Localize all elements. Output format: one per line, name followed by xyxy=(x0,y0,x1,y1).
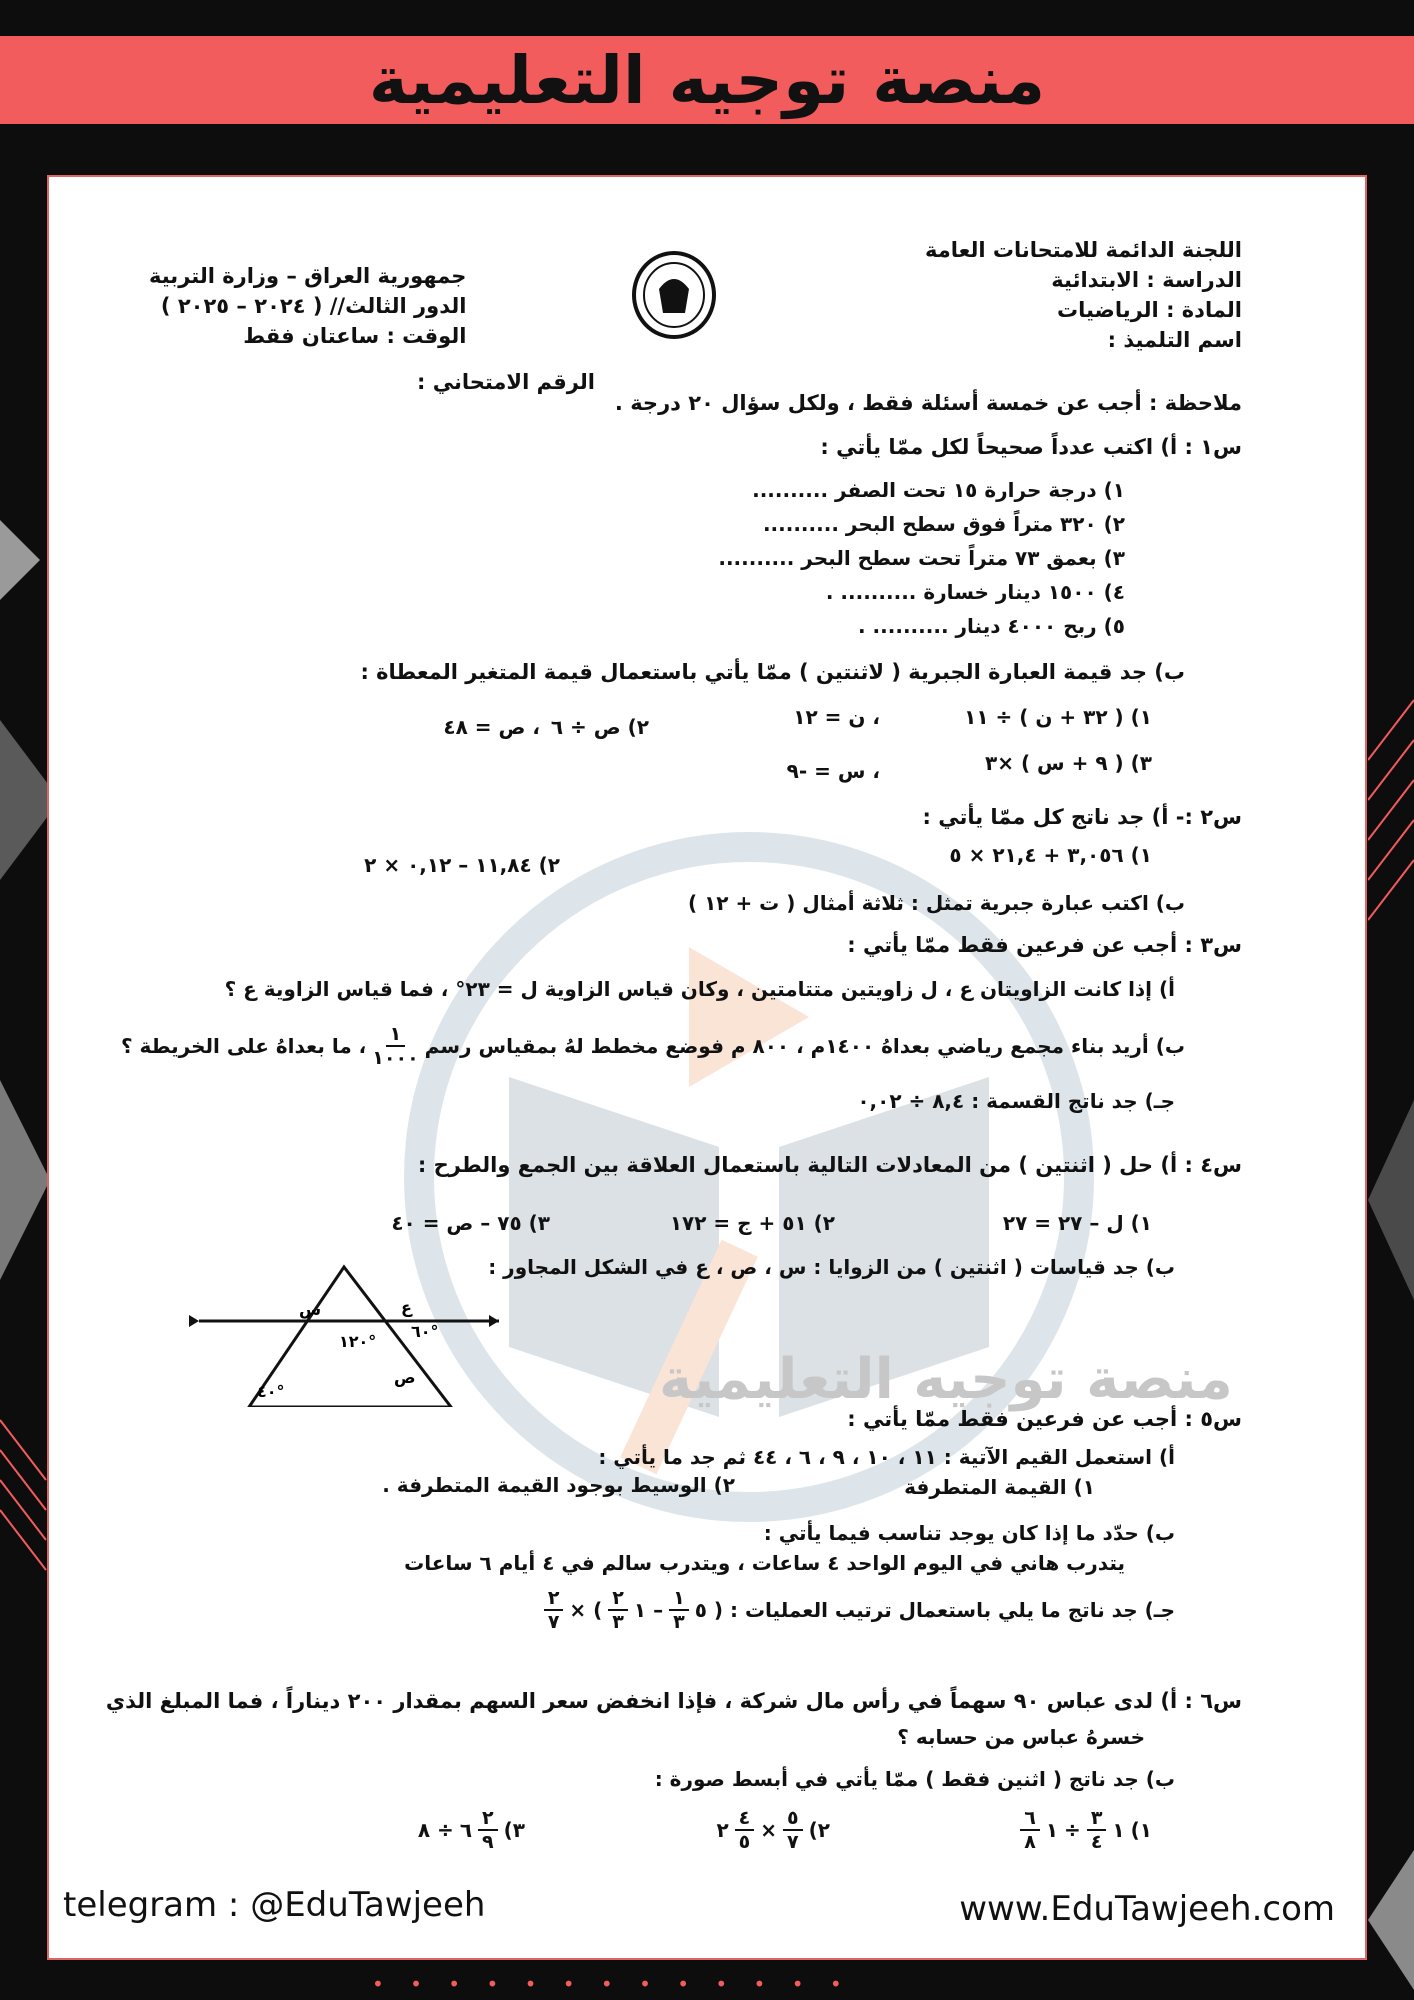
q5-title: س٥ : أجب عن فرعين فقط ممّا يأتي : xyxy=(847,1407,1242,1431)
fig-label-s: س xyxy=(299,1300,322,1319)
fraction-numerator: ٥ xyxy=(783,1807,803,1831)
whole-number: ٢ xyxy=(716,1818,729,1842)
fraction-denominator: ٧ xyxy=(787,1831,799,1853)
q3-c: جـ) جد ناتج القسمة : ٨,٤ ÷ ٠,٠٢ xyxy=(857,1089,1175,1113)
q5-a1: ١) القيمة المتطرفة xyxy=(904,1475,1095,1499)
q3-b-scale-fraction xyxy=(372,1023,418,1069)
fraction-denominator: ١٠٠٠ xyxy=(372,1047,419,1069)
q1-b1-var: ، ن = ١٢ xyxy=(793,705,880,729)
fraction-numerator: ٢ xyxy=(544,1587,564,1611)
right-decoration xyxy=(1368,600,1414,2000)
q4-b: ب) جد قياسات ( اثنتين ) من الزوايا : س ، ص ، ع في الشكل المجاور : xyxy=(488,1255,1175,1279)
q6-b2-label: ٢) xyxy=(808,1818,830,1842)
header-right xyxy=(925,235,1242,355)
q2-a1: ١) ٣,٠٥٦ + ٢١,٤ × ٥ xyxy=(949,843,1152,867)
q1-b-title: ب) جد قيمة العبارة الجبرية ( لاثنتين ) ممّا يأتي باستعمال قيمة المتغير المعطاة : xyxy=(360,660,1185,684)
q5-c-fraction-2 xyxy=(608,1587,628,1633)
q1-b2-var: ، ص = ٤٨ xyxy=(443,715,540,739)
q6-a: س٦ : أ) لدى عباس ٩٠ سهماً في رأس مال شركة ، فإذا انخفض سعر السهم بمقدار ٢٠٠ ديناراً ، فما المبلغ الذي xyxy=(105,1689,1242,1713)
q1-b1: ١) ( ٣٢ + ن ) ÷ ١١ xyxy=(964,705,1152,729)
q3-a: أ) إذا كانت الزاويتان ع ، ل زاويتين متتامتين ، وكان قياس الزاوية ل = ٢٣° ، فما قياس الزاوية ع ؟ xyxy=(224,977,1175,1001)
operator: ÷ xyxy=(1064,1818,1081,1842)
whole-number: ١ xyxy=(1045,1818,1059,1842)
q1-item-4: ٤) ١٥٠٠ دينار خسارة .......... . xyxy=(825,580,1125,604)
q1-item-3: ٣) بعمق ٧٣ متراً تحت سطح البحر .......... xyxy=(718,546,1125,570)
q5-b-text: يتدرب هاني في اليوم الواحد ٤ ساعات ، ويتدرب سالم في ٤ أيام ٦ ساعات xyxy=(404,1551,1125,1575)
fraction-numerator: ٣ xyxy=(1087,1807,1107,1831)
student-name-line: اسم التلميذ : xyxy=(1107,328,1242,352)
q4-a1: ١) ل – ٢٧ = ٢٧ xyxy=(1002,1211,1152,1235)
q4-a2: ٢) ٥١ + ج = ١٧٢ xyxy=(669,1211,835,1235)
q6-b1-fraction-1 xyxy=(1087,1807,1107,1853)
header-left xyxy=(149,261,466,351)
banner-title: منصة توجيه التعليمية xyxy=(368,41,1046,119)
q1-items xyxy=(718,473,1125,643)
q5-a: أ) استعمل القيم الآتية : ١١ ، ١٠ ، ٩ ، ٦ ، ٤٤ ثم جد ما يأتي : xyxy=(598,1445,1175,1469)
q4-title: س٤ : أ) حل ( اثنتين ) من المعادلات التالية باستعمال العلاقة بين الجمع والطرح : xyxy=(417,1153,1242,1177)
operator: ÷ ٨ xyxy=(417,1818,454,1842)
exam-number-label: الرقم الامتحاني : xyxy=(417,370,595,394)
q6-a-cont: خسرهُ عباس من حسابه ؟ xyxy=(897,1725,1145,1749)
fraction-numerator: ٦ xyxy=(1020,1807,1040,1831)
telegram-handle[interactable]: telegram : @EduTawjeeh xyxy=(63,1885,486,1925)
q3-b xyxy=(121,1023,1185,1069)
q6-b3-label: ٣) xyxy=(503,1818,525,1842)
q5-a2: ٢) الوسيط بوجود القيمة المتطرفة . xyxy=(382,1473,735,1497)
fig-label-40: ٤٠° xyxy=(257,1382,285,1401)
q5-b-title: ب) حدّد ما إذا كان يوجد تناسب فيما يأتي : xyxy=(763,1521,1175,1545)
q1-item-1: ١) درجة حرارة ١٥ تحت الصفر .......... xyxy=(752,478,1125,502)
q6-b2-fraction-1 xyxy=(783,1807,803,1853)
q5-c-minus: – ١ xyxy=(633,1598,664,1622)
q5-c-fraction-3 xyxy=(544,1587,564,1633)
whole-number: ٦ xyxy=(459,1818,473,1842)
fraction-denominator: ٤ xyxy=(1090,1831,1103,1853)
fraction-denominator: ٣ xyxy=(612,1611,624,1633)
committee-line: اللجنة الدائمة للامتحانات العامة xyxy=(925,238,1242,262)
fig-label-120: ١٢٠° xyxy=(339,1332,377,1351)
republic-line: جمهورية العراق – وزارة التربية xyxy=(149,264,467,288)
q5-c xyxy=(544,1587,1175,1633)
q5-c-close: ) × xyxy=(569,1598,603,1622)
q6-b3 xyxy=(418,1807,525,1853)
fig-label-60: ٦٠° xyxy=(411,1322,439,1341)
fig-label-ain: ع xyxy=(401,1298,412,1317)
angles-figure xyxy=(189,1257,509,1407)
time-line: الوقت : ساعتان فقط xyxy=(243,324,467,348)
subject-line: المادة : الرياضيات xyxy=(1056,298,1242,322)
q6-b1-fraction-2 xyxy=(1020,1807,1040,1853)
q6-b-title: ب) جد ناتج ( اثنين فقط ) ممّا يأتي في أبسط صورة : xyxy=(654,1767,1175,1791)
fraction-denominator: ٧ xyxy=(547,1611,560,1633)
whole-number: ١ xyxy=(1112,1818,1125,1842)
fraction-denominator: ٩ xyxy=(482,1831,494,1853)
watermark-text: منصة توجيه التعليمية xyxy=(659,1347,1233,1412)
iraq-emblem-icon xyxy=(629,249,719,341)
q1-b3: ٣) ( ٩ + س ) ×٣ xyxy=(985,751,1152,775)
operator: × xyxy=(760,1818,778,1842)
q6-b2 xyxy=(716,1807,830,1853)
q6-b1-label: ١) xyxy=(1130,1818,1152,1842)
q3-title: س٣ : أجب عن فرعين فقط ممّا يأتي : xyxy=(847,933,1242,957)
decorative-dots: • • • • • • • • • • • • • xyxy=(372,1972,852,1996)
fig-label-sad: ص xyxy=(394,1368,416,1387)
q2-title: س٢ :- أ) جد ناتج كل ممّا يأتي : xyxy=(922,805,1242,829)
q1-b3-var: ، س = -٩ xyxy=(786,759,880,783)
study-line: الدراسة : الابتدائية xyxy=(1051,268,1242,292)
q6-b2-fraction-2 xyxy=(735,1807,755,1853)
q1-b2: ٢) ص ÷ ٦ xyxy=(550,715,649,739)
exam-paper xyxy=(47,175,1367,1960)
fraction-numerator: ١ xyxy=(669,1587,689,1611)
fraction-numerator: ٢ xyxy=(478,1807,498,1831)
fraction-denominator: ٣ xyxy=(673,1611,685,1633)
q3-b-text: ب) أريد بناء مجمع رياضي بعداهُ ١٤٠٠م ، ٨٠٠ م فوضع مخطط لهُ بمقياس رسم xyxy=(424,1034,1185,1058)
q5-c-fraction-1 xyxy=(669,1587,689,1633)
fraction-numerator: ٢ xyxy=(608,1587,628,1611)
fraction-denominator: ٥ xyxy=(738,1831,751,1853)
q4-a3: ٣) ٧٥ – ص = ٤٠ xyxy=(391,1211,550,1235)
note: ملاحظة : أجب عن خمسة أسئلة فقط ، ولكل سؤال ٢٠ درجة . xyxy=(614,391,1242,415)
q2-b: ب) اكتب عبارة جبرية تمثل : ثلاثة أمثال ( ت + ١٢ ) xyxy=(687,891,1185,915)
q3-b-question: ، ما بعداهُ على الخريطة ؟ xyxy=(120,1034,367,1058)
fraction-denominator: ٨ xyxy=(1024,1831,1036,1853)
q1-item-5: ٥) ربح ٤٠٠٠ دينار .......... . xyxy=(858,614,1125,638)
q6-b1 xyxy=(1020,1807,1152,1853)
fraction-numerator: ١ xyxy=(386,1023,406,1047)
top-banner xyxy=(0,36,1414,124)
q5-c-text: جـ) جد ناتج ما يلي باستعمال ترتيب العمليات : ( ٥ xyxy=(694,1598,1175,1622)
q1-item-2: ٢) ٣٢٠ متراً فوق سطح البحر .......... xyxy=(762,512,1125,536)
fraction-numerator: ٤ xyxy=(735,1807,755,1831)
session-line: الدور الثالث// ( ٢٠٢٤ – ٢٠٢٥ ) xyxy=(160,294,467,318)
q6-b3-fraction-1 xyxy=(478,1807,498,1853)
q1-title: س١ : أ) اكتب عدداً صحيحاً لكل ممّا يأتي : xyxy=(820,435,1242,459)
q2-a2: ٢) ١١,٨٤ – ٠,١٢ × ٢ xyxy=(364,853,560,877)
website-link[interactable]: www.EduTawjeeh.com xyxy=(959,1889,1335,1929)
